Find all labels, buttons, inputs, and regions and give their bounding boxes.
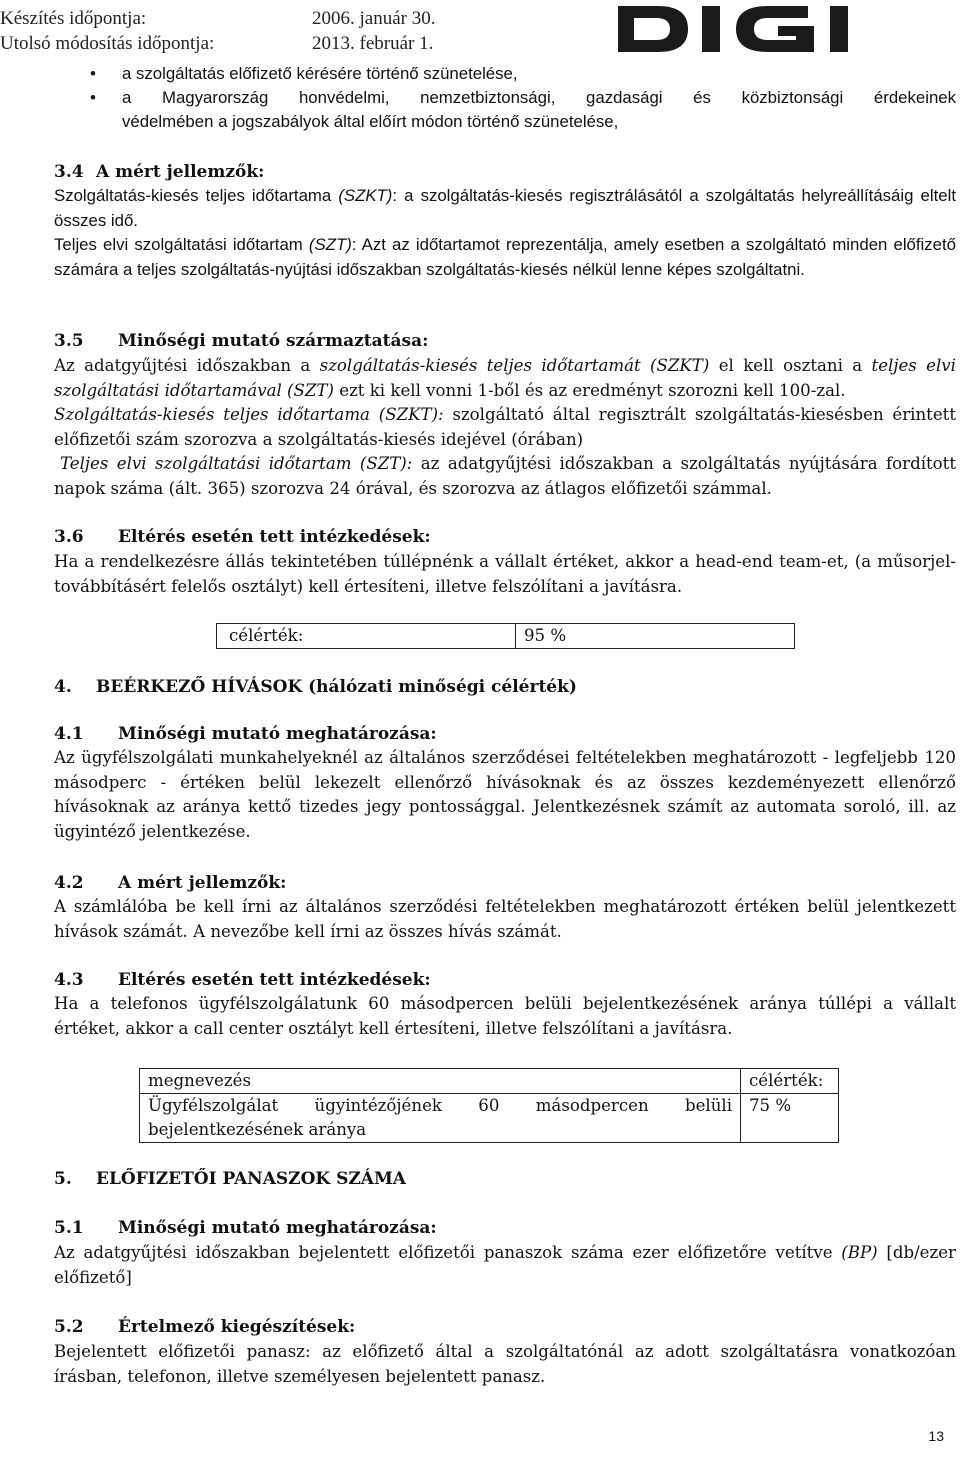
paragraph: Teljes elvi szolgáltatási időtartam (SZT): Azt az időtartamot reprezentálja, amely esetben a szolgáltató minden előfizető számára a teljes szolgáltatás-nyújtási időszakban szolgáltatás-kiesés nélkül lenne képes szolgáltatni. xyxy=(54,235,956,279)
bullet-text: védelmében a jogszabályok által előírt módon történő szünetelése, xyxy=(122,112,619,131)
section-number: 3.5 xyxy=(54,331,84,351)
section-title: Minőségi mutató származtatása: xyxy=(118,331,429,351)
section-number: 4.1 xyxy=(54,724,84,744)
table-cell-name: Ügyfélszolgálat ügyintézőjének 60 másodpercen belüli bejelentkezésének aránya xyxy=(140,1094,741,1143)
target-table xyxy=(216,623,795,649)
chapter-number: 5. xyxy=(54,1169,72,1189)
paragraph: Ha a rendelkezésre állás tekintetében túllépnénk a vállalt értéket, akkor a head-end team-et, (a műsorjel-továbbításért felelős osztályt) kell értesíteni, illetve felszólítani a javításra. xyxy=(54,552,956,596)
section-title: A mért jellemzők: xyxy=(118,873,287,893)
table-header-name: megnevezés xyxy=(140,1069,741,1094)
section-number: 5.1 xyxy=(54,1218,84,1238)
bullet-item: • a szolgáltatás előfizető kérésére történő szünetelése, xyxy=(90,62,950,87)
modified-value: 2013. február 1. xyxy=(312,33,434,54)
created-value: 2006. január 30. xyxy=(312,8,436,29)
bullet-text: a szolgáltatás előfizető kérésére történő szünetelése, xyxy=(122,64,518,83)
bullet-text: a Magyarország honvédelmi, nemzetbiztonsági, gazdasági és közbiztonsági érdekeinek xyxy=(122,88,956,107)
target-label: célérték: xyxy=(217,624,516,649)
paragraph: Szolgáltatás-kiesés teljes időtartama (SZKT): szolgáltató által regisztrált szolgáltatás-kiesésben érintett előfizetői szám szorozva a szolgáltatás-kiesés idejével (órában) xyxy=(54,405,956,449)
section-title: Értelmező kiegészítések: xyxy=(118,1317,356,1337)
section-title: Minőségi mutató meghatározása: xyxy=(118,1218,437,1238)
digi-logo xyxy=(618,4,952,54)
paragraph: A számlálóba be kell írni az általános szerződési feltételekben meghatározott értéken belül jelentkezett hívások számát. A nevezőbe kell írni az összes hívás számát. xyxy=(54,897,956,941)
bullet-continuation xyxy=(122,110,952,135)
paragraph: Ha a telefonos ügyfélszolgálatunk 60 másodpercen belüli bejelentkezésének aránya túllépi a vállalt értéket, akkor a call center osztályt kell értesíteni, illetve felszólítani a javításra. xyxy=(54,994,956,1038)
target-value: 95 % xyxy=(516,624,795,649)
paragraph: Az ügyfélszolgálati munkahelyeknél az általános szerződései feltételekben meghatározott - legfeljebb 120 másodperc - értéken belül lekezelt ellenőrző hívásoknak és az összes kezdeményezett ellenőrző hívásoknak az aránya kettő tizedes jegy pontossággal. Jelentkezésnek számít az automata soroló, ill. az ügyintéző jelentkezése. xyxy=(54,748,956,841)
created-label: Készítés időpontja: xyxy=(0,8,147,29)
table-cell-target: 75 % xyxy=(741,1094,839,1143)
section-title: Minőségi mutató meghatározása: xyxy=(118,724,437,744)
calls-target-table xyxy=(139,1068,839,1143)
chapter-number: 4. xyxy=(54,677,72,697)
section-title: Eltérés esetén tett intézkedések: xyxy=(118,527,431,547)
section-number: 4.2 xyxy=(54,873,84,893)
modified-label: Utolsó módosítás időpontja: xyxy=(0,33,215,54)
section-number: 3.6 xyxy=(54,527,84,547)
section-title: Eltérés esetén tett intézkedések: xyxy=(118,970,431,990)
bullet-item: • a Magyarország honvédelmi, nemzetbiztonsági, gazdasági és közbiztonsági érdekeinek xyxy=(90,86,956,111)
chapter-title: BEÉRKEZŐ HÍVÁSOK (hálózati minőségi célérték) xyxy=(96,677,577,697)
page-number: 13 xyxy=(928,1428,944,1444)
section-title: A mért jellemzők: xyxy=(96,162,265,182)
section-number: 5.2 xyxy=(54,1317,84,1337)
table-header-target: célérték: xyxy=(741,1069,839,1094)
section-number: 3.4 xyxy=(54,162,84,182)
paragraph: Az adatgyűjtési időszakban bejelentett előfizetői panaszok száma ezer előfizetőre vetítve (BP) [db/ezer előfizető] xyxy=(54,1243,956,1287)
paragraph: Teljes elvi szolgáltatási időtartam (SZT): az adatgyűjtési időszakban a szolgáltatás nyújtására fordított napok száma (ált. 365) szorozva 24 órával, és szorozva az átlagos előfizetői számmal. xyxy=(54,454,956,498)
section-number: 4.3 xyxy=(54,970,84,990)
paragraph: Az adatgyűjtési időszakban a szolgáltatás-kiesés teljes időtartamát (SZKT) el kell osztani a teljes elvi szolgáltatási időtartamával (SZT) ezt ki kell vonni 1-ből és az eredményt szorozni kell 100-zal. xyxy=(54,356,956,400)
paragraph: Szolgáltatás-kiesés teljes időtartama (SZKT): a szolgáltatás-kiesés regisztrálásától a szolgáltatás helyreállításáig eltelt összes idő. xyxy=(54,186,956,230)
chapter-title: ELŐFIZETŐI PANASZOK SZÁMA xyxy=(96,1169,406,1189)
paragraph: Bejelentett előfizetői panasz: az előfizető által a szolgáltatónál az adott szolgáltatásra vonatkozóan írásban, telefonon, illetve személyesen bejelentett panasz. xyxy=(54,1342,956,1386)
